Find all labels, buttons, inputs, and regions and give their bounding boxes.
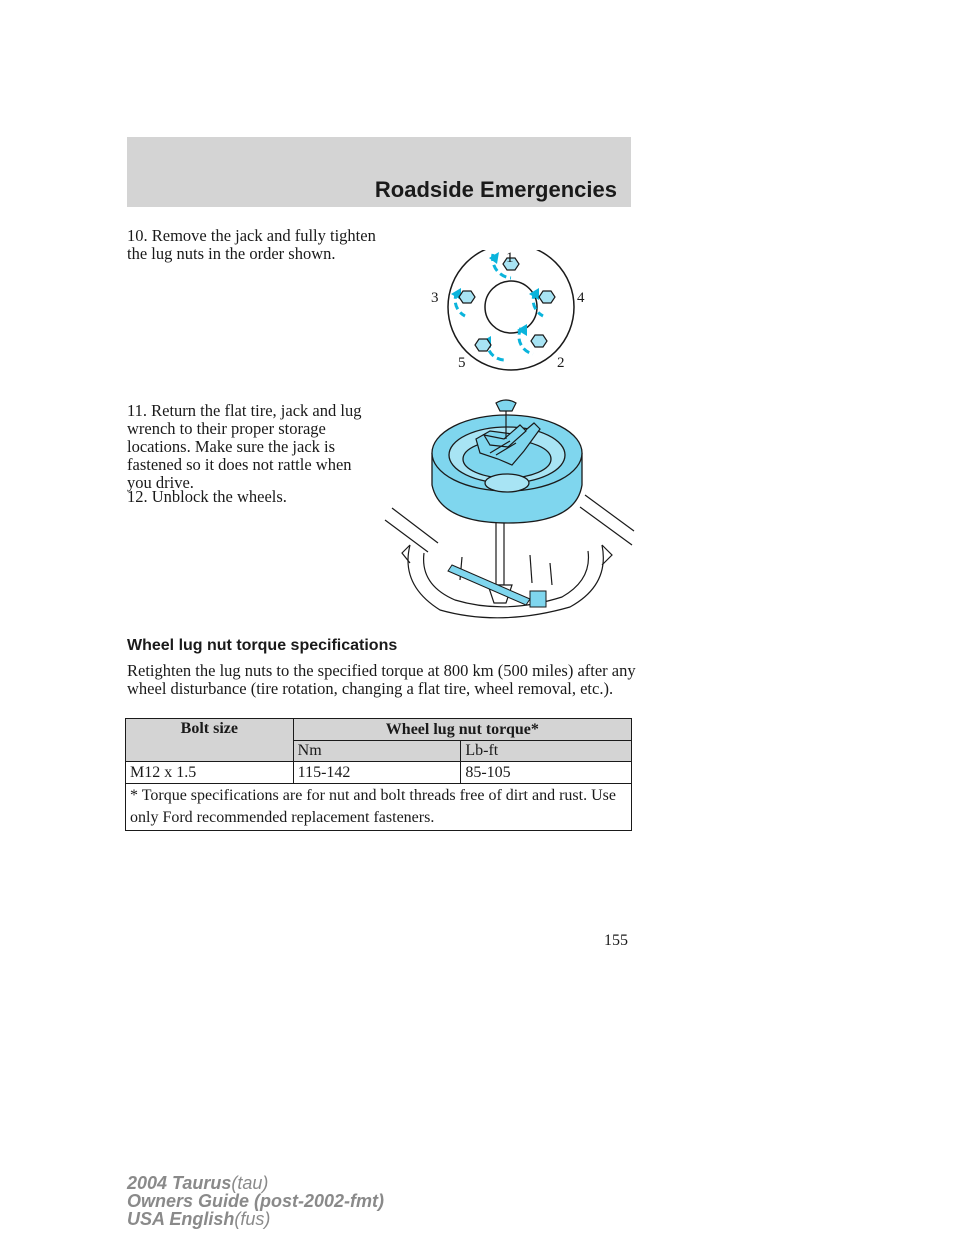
cell-lbft: 85-105 <box>461 762 632 784</box>
torque-specs-heading: Wheel lug nut torque specifications <box>127 637 398 654</box>
unit-nm: Nm <box>293 741 461 762</box>
torque-spec-table <box>125 718 632 831</box>
col-header-bolt-size: Bolt size <box>126 719 294 762</box>
section-title: Roadside Emergencies <box>374 177 617 202</box>
lug-nut-5 <box>475 339 491 351</box>
footer-lang-code: (fus) <box>234 1209 271 1229</box>
spare-tire-storage-illustration <box>380 395 636 628</box>
header-band <box>127 137 631 207</box>
table-footnote: * Torque specifications are for nut and bolt threads free of dirt and rust. Use only Ford recommended replacement fasteners. <box>126 784 632 831</box>
order-label-5: 5 <box>458 355 466 371</box>
footer-model: 2004 Taurus <box>127 1173 232 1193</box>
order-label-4: 4 <box>577 290 585 306</box>
lug-nut-3 <box>459 291 475 303</box>
footer-guide: Owners Guide (post-2002-fmt) <box>127 1191 385 1211</box>
col-header-torque: Wheel lug nut torque* <box>293 719 631 741</box>
table-row <box>126 762 632 784</box>
lug-nut-order-diagram <box>425 250 595 375</box>
lug-nut-4 <box>539 291 555 303</box>
cell-bolt-size: M12 x 1.5 <box>126 762 294 784</box>
lug-nut-2 <box>531 335 547 347</box>
document-footer <box>127 1174 384 1228</box>
unit-lbft: Lb-ft <box>461 741 632 762</box>
step-12-text: 12. Unblock the wheels. <box>127 487 287 506</box>
footer-model-code: (tau) <box>231 1173 269 1193</box>
table-footnote-row <box>126 784 632 831</box>
torque-intro-text: Retighten the lug nuts to the specified torque at 800 km (500 miles) after any wheel disturbance (tire rotation, changing a flat tire, wheel removal, etc.). <box>127 661 636 698</box>
footer-lang: USA English <box>127 1209 235 1229</box>
table-header-row <box>126 719 632 741</box>
step-10-text: 10. Remove the jack and fully tighten the lug nuts in the order shown. <box>127 226 376 263</box>
wheel-hub <box>485 281 537 333</box>
order-label-3: 3 <box>431 290 439 306</box>
step-11-text: 11. Return the flat tire, jack and lug wrench to their proper storage locations. Make sure the jack is fastened so it does not rattle when you drive. <box>127 401 362 492</box>
page-number: 155 <box>604 932 628 949</box>
order-label-1: 1 <box>506 250 514 266</box>
order-label-2: 2 <box>557 355 565 371</box>
cell-nm: 115-142 <box>293 762 461 784</box>
